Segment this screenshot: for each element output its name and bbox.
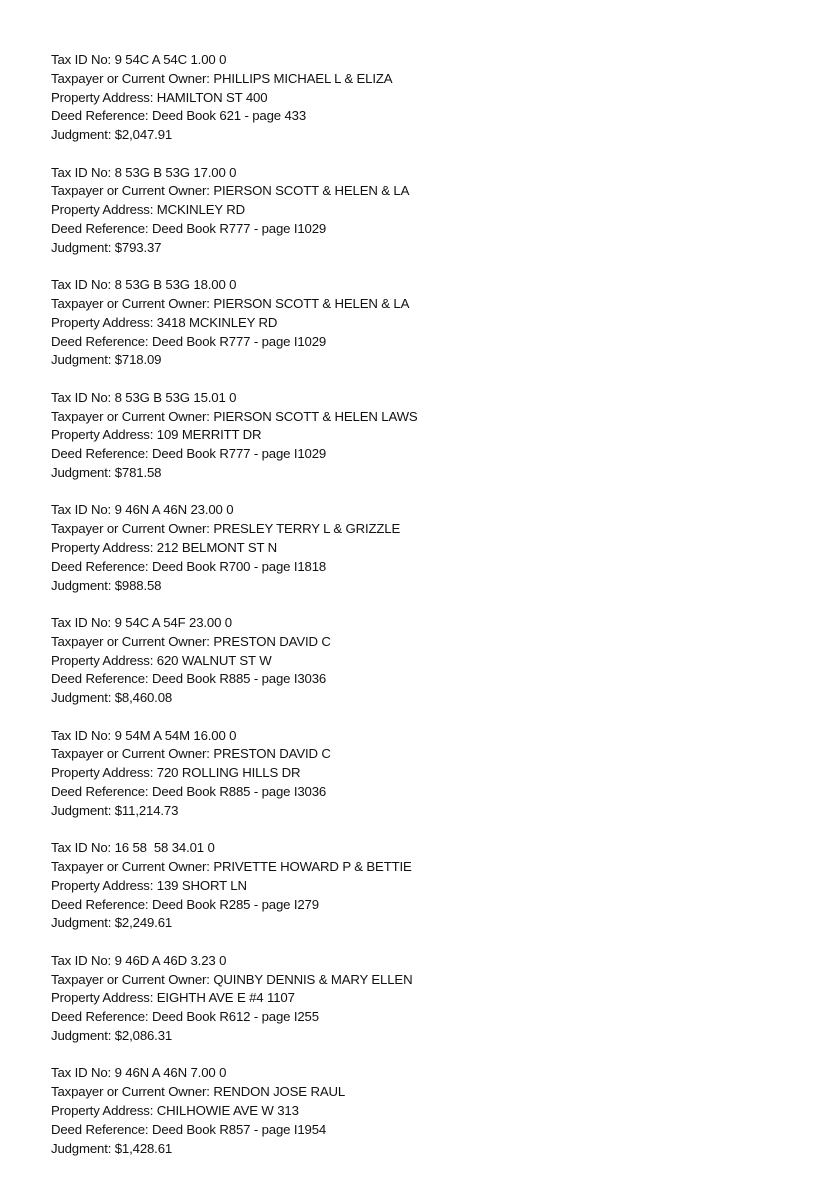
deed-line — [51, 783, 811, 802]
property-record — [51, 614, 811, 727]
owner-label: Taxpayer or Current Owner: — [51, 408, 214, 424]
deed-label: Deed Reference: — [51, 783, 152, 799]
tax-id-value: 9 46N A 46N 7.00 0 — [114, 1065, 227, 1081]
address-value: 109 MERRITT DR — [156, 427, 262, 443]
tax-id-value: 9 54M A 54M 16.00 0 — [114, 727, 237, 743]
deed-label: Deed Reference: — [51, 558, 152, 574]
address-label: Property Address: — [51, 202, 157, 218]
judgment-value: $2,086.31 — [114, 1027, 173, 1043]
judgment-line — [51, 239, 811, 258]
address-line — [51, 989, 811, 1008]
owner-label: Taxpayer or Current Owner: — [51, 1084, 214, 1100]
deed-label: Deed Reference: — [51, 896, 152, 912]
deed-label: Deed Reference: — [51, 1121, 152, 1137]
owner-label: Taxpayer or Current Owner: — [51, 295, 214, 311]
judgment-value: $781.58 — [114, 464, 162, 480]
property-record — [51, 501, 811, 614]
address-value: 212 BELMONT ST N — [156, 539, 278, 555]
owner-line — [51, 745, 811, 764]
judgment-line — [51, 464, 811, 483]
judgment-line — [51, 914, 811, 933]
address-value: CHILHOWIE AVE W 313 — [156, 1102, 299, 1118]
judgment-label: Judgment: — [51, 239, 115, 255]
property-record — [51, 51, 811, 164]
owner-value: QUINBY DENNIS & MARY ELLEN — [213, 971, 413, 987]
owner-line — [51, 70, 811, 89]
deed-value: Deed Book 621 - page 433 — [151, 108, 307, 124]
deed-label: Deed Reference: — [51, 671, 152, 687]
judgment-label: Judgment: — [51, 690, 115, 706]
tax-id-line — [51, 501, 811, 520]
owner-value: PRESTON DAVID C — [213, 633, 331, 649]
deed-value: Deed Book R857 - page I1954 — [151, 1121, 327, 1137]
owner-line — [51, 971, 811, 990]
judgment-line — [51, 126, 811, 145]
address-label: Property Address: — [51, 652, 157, 668]
owner-label: Taxpayer or Current Owner: — [51, 521, 214, 537]
tax-id-value: 8 53G B 53G 15.01 0 — [114, 389, 237, 405]
owner-value: PIERSON SCOTT & HELEN & LA — [213, 295, 410, 311]
tax-id-line — [51, 389, 811, 408]
deed-line — [51, 1121, 811, 1140]
deed-label: Deed Reference: — [51, 220, 152, 236]
deed-line — [51, 445, 811, 464]
judgment-label: Judgment: — [51, 464, 115, 480]
owner-value: PRESLEY TERRY L & GRIZZLE — [213, 521, 401, 537]
deed-value: Deed Book R885 - page I3036 — [151, 783, 327, 799]
tax-id-line — [51, 164, 811, 183]
address-line — [51, 201, 811, 220]
tax-id-line — [51, 51, 811, 70]
deed-value: Deed Book R777 - page I1029 — [151, 333, 327, 349]
deed-value: Deed Book R777 - page I1029 — [151, 220, 327, 236]
tax-id-label: Tax ID No: — [51, 614, 115, 630]
tax-id-label: Tax ID No: — [51, 1065, 115, 1081]
owner-value: PHILLIPS MICHAEL L & ELIZA — [213, 70, 393, 86]
owner-line — [51, 295, 811, 314]
judgment-label: Judgment: — [51, 352, 115, 368]
tax-id-value: 9 54C A 54C 1.00 0 — [114, 52, 227, 67]
judgment-label: Judgment: — [51, 577, 115, 593]
owner-line — [51, 182, 811, 201]
owner-value: RENDON JOSE RAUL — [213, 1084, 346, 1100]
tax-id-value: 8 53G B 53G 17.00 0 — [114, 164, 237, 180]
address-line — [51, 877, 811, 896]
judgment-label: Judgment: — [51, 802, 115, 818]
address-value: MCKINLEY RD — [156, 202, 246, 218]
tax-id-label: Tax ID No: — [51, 52, 115, 67]
tax-judgment-list — [51, 51, 811, 1177]
deed-label: Deed Reference: — [51, 108, 152, 124]
owner-line — [51, 1083, 811, 1102]
address-label: Property Address: — [51, 1102, 157, 1118]
judgment-line — [51, 577, 811, 596]
deed-label: Deed Reference: — [51, 446, 152, 462]
deed-value: Deed Book R285 - page I279 — [151, 896, 319, 912]
tax-id-value: 8 53G B 53G 18.00 0 — [114, 277, 237, 293]
deed-label: Deed Reference: — [51, 1009, 152, 1025]
deed-value: Deed Book R612 - page I255 — [151, 1009, 319, 1025]
owner-label: Taxpayer or Current Owner: — [51, 746, 214, 762]
tax-id-line — [51, 727, 811, 746]
address-label: Property Address: — [51, 314, 157, 330]
tax-id-line — [51, 614, 811, 633]
judgment-line — [51, 1027, 811, 1046]
judgment-line — [51, 351, 811, 370]
judgment-label: Judgment: — [51, 127, 115, 143]
judgment-value: $1,428.61 — [114, 1140, 173, 1156]
property-record — [51, 164, 811, 277]
address-label: Property Address: — [51, 877, 157, 893]
tax-id-value: 16 58 58 34.01 0 — [114, 840, 215, 856]
deed-line — [51, 107, 811, 126]
address-label: Property Address: — [51, 427, 157, 443]
tax-id-label: Tax ID No: — [51, 164, 115, 180]
address-value: EIGHTH AVE E #4 1107 — [156, 990, 295, 1006]
owner-value: PIERSON SCOTT & HELEN & LA — [213, 183, 410, 199]
judgment-value: $988.58 — [114, 577, 162, 593]
address-value: 720 ROLLING HILLS DR — [156, 765, 301, 781]
owner-label: Taxpayer or Current Owner: — [51, 858, 214, 874]
tax-id-value: 9 46N A 46N 23.00 0 — [114, 502, 234, 518]
address-line — [51, 89, 811, 108]
owner-label: Taxpayer or Current Owner: — [51, 183, 214, 199]
owner-line — [51, 520, 811, 539]
tax-id-label: Tax ID No: — [51, 840, 115, 856]
deed-label: Deed Reference: — [51, 333, 152, 349]
property-record — [51, 839, 811, 952]
tax-id-label: Tax ID No: — [51, 952, 115, 968]
owner-label: Taxpayer or Current Owner: — [51, 971, 214, 987]
deed-line — [51, 1008, 811, 1027]
deed-value: Deed Book R777 - page I1029 — [151, 446, 327, 462]
address-line — [51, 426, 811, 445]
judgment-value: $718.09 — [114, 352, 162, 368]
property-record — [51, 1064, 811, 1177]
owner-value: PIERSON SCOTT & HELEN LAWS — [213, 408, 418, 424]
tax-id-label: Tax ID No: — [51, 389, 115, 405]
address-value: 620 WALNUT ST W — [156, 652, 272, 668]
tax-id-label: Tax ID No: — [51, 502, 115, 518]
address-line — [51, 652, 811, 671]
owner-line — [51, 408, 811, 427]
address-value: 3418 MCKINLEY RD — [156, 314, 278, 330]
tax-id-line — [51, 952, 811, 971]
address-label: Property Address: — [51, 89, 157, 105]
judgment-line — [51, 689, 811, 708]
judgment-value: $793.37 — [114, 239, 162, 255]
property-record — [51, 727, 811, 840]
judgment-line — [51, 1140, 811, 1159]
tax-id-value: 9 46D A 46D 3.23 0 — [114, 952, 227, 968]
tax-id-value: 9 54C A 54F 23.00 0 — [114, 614, 232, 630]
tax-id-label: Tax ID No: — [51, 277, 115, 293]
deed-line — [51, 333, 811, 352]
owner-value: PRESTON DAVID C — [213, 746, 331, 762]
judgment-label: Judgment: — [51, 915, 115, 931]
tax-id-line — [51, 276, 811, 295]
judgment-value: $11,214.73 — [114, 802, 179, 818]
judgment-line — [51, 802, 811, 821]
property-record — [51, 952, 811, 1065]
deed-value: Deed Book R885 - page I3036 — [151, 671, 327, 687]
address-value: 139 SHORT LN — [156, 877, 247, 893]
judgment-label: Judgment: — [51, 1027, 115, 1043]
judgment-value: $8,460.08 — [114, 690, 173, 706]
address-line — [51, 1102, 811, 1121]
owner-line — [51, 858, 811, 877]
deed-line — [51, 558, 811, 577]
owner-label: Taxpayer or Current Owner: — [51, 70, 214, 86]
address-line — [51, 314, 811, 333]
address-value: HAMILTON ST 400 — [156, 89, 268, 105]
address-line — [51, 764, 811, 783]
tax-id-label: Tax ID No: — [51, 727, 115, 743]
judgment-value: $2,047.91 — [114, 127, 173, 143]
deed-line — [51, 896, 811, 915]
judgment-value: $2,249.61 — [114, 915, 173, 931]
address-label: Property Address: — [51, 765, 157, 781]
deed-value: Deed Book R700 - page I1818 — [151, 558, 327, 574]
owner-line — [51, 633, 811, 652]
owner-value: PRIVETTE HOWARD P & BETTIE — [213, 858, 412, 874]
address-label: Property Address: — [51, 539, 157, 555]
deed-line — [51, 670, 811, 689]
deed-line — [51, 220, 811, 239]
property-record — [51, 389, 811, 502]
property-record — [51, 276, 811, 389]
tax-id-line — [51, 1064, 811, 1083]
address-line — [51, 539, 811, 558]
judgment-label: Judgment: — [51, 1140, 115, 1156]
owner-label: Taxpayer or Current Owner: — [51, 633, 214, 649]
address-label: Property Address: — [51, 990, 157, 1006]
tax-id-line — [51, 839, 811, 858]
